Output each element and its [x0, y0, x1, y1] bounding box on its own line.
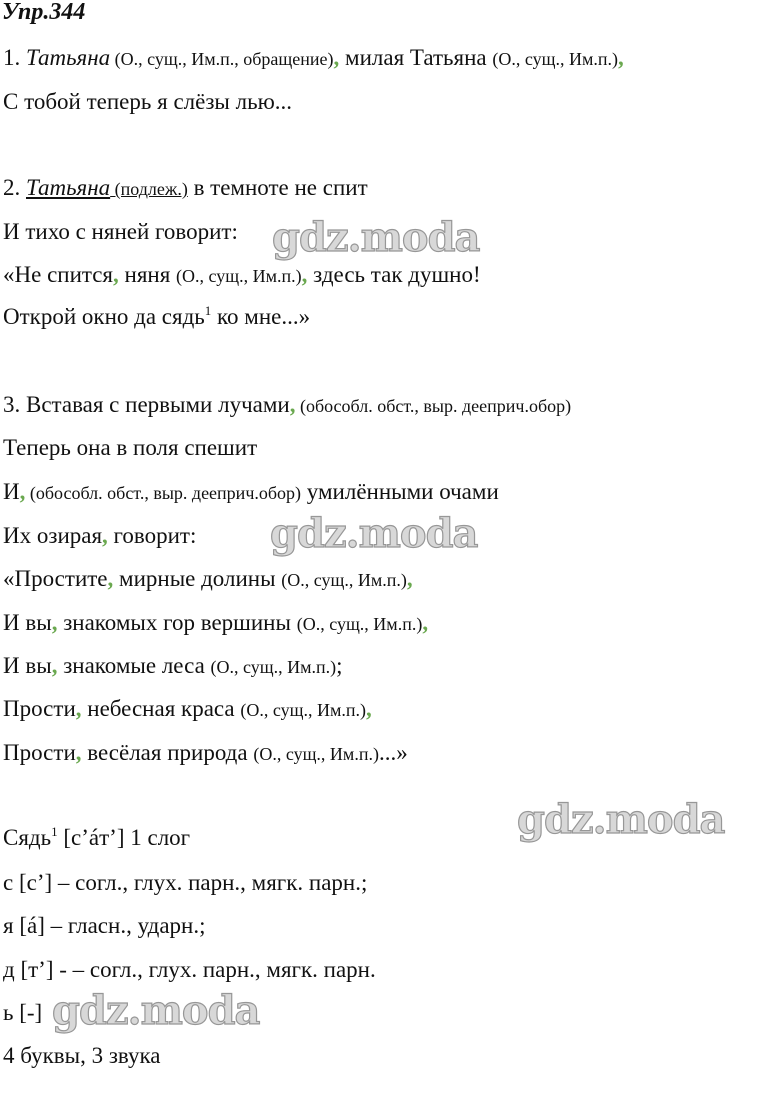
footnote-marker: 1 — [204, 303, 212, 318]
s1-line2: С тобой теперь я слёзы лью... — [3, 89, 293, 114]
comma-mark: , — [113, 262, 119, 287]
s3-line6 — [3, 611, 428, 634]
s3-line2: Теперь она в поля спешит — [3, 435, 258, 460]
comma-mark: , — [365, 696, 372, 721]
watermark: gdz.moda — [52, 987, 260, 1034]
s2-note: (подлеж.) — [110, 179, 188, 199]
s2-l3-a: «Не спится — [3, 262, 114, 287]
comma-mark: , — [406, 566, 413, 591]
semicolon-mark: ; — [336, 653, 343, 678]
s3-l4-rest: говорит: — [107, 523, 197, 548]
s3-l9-note: (О., сущ., Им.п.) — [253, 744, 379, 764]
s3-l7-note: (О., сущ., Им.п.) — [210, 657, 337, 677]
s3-l1-a: 3. Вставая с первыми лучами — [3, 392, 290, 417]
s2-name: Татьяна — [26, 175, 111, 200]
phon-line6: 4 буквы, 3 звука — [3, 1043, 161, 1068]
s2-l3-note: (О., сущ., Им.п.) — [176, 266, 302, 286]
s2-l3-rest: здесь так душно! — [307, 262, 481, 287]
phon-line4: д [т’] - – согл., глух. парн., мягк. парн. — [3, 957, 376, 982]
s1-note2: (О., сущ., Им.п.) — [492, 49, 618, 69]
s3-l1-note: (обособл. обст., выр. дееприч.обор) — [295, 396, 572, 416]
phon-transcription: [с’áт’] 1 слог — [57, 825, 191, 850]
comma-mark: , — [102, 523, 108, 548]
s3-l7-b: знакомые леса — [57, 653, 211, 678]
s3-l8-a: Прости — [3, 696, 76, 721]
footnote-marker: 1 — [51, 824, 58, 839]
comma-mark: , — [107, 566, 114, 591]
s3-l4-a: Их озирая — [3, 523, 103, 548]
phon-word: Сядь — [3, 825, 52, 850]
comma-mark: , — [75, 696, 82, 721]
s2-rest: в темноте не спит — [187, 175, 368, 200]
s3-l6-note: (О., сущ., Им.п.) — [296, 614, 423, 634]
s3-l6-a: И вы — [3, 610, 52, 635]
s2-line4 — [3, 305, 310, 328]
s3-l9-b: весёлая природа — [81, 740, 254, 765]
comma-mark: , — [51, 653, 58, 678]
comma-mark: , — [301, 262, 308, 287]
comma-mark: , — [289, 392, 296, 417]
s3-l8-note: (О., сущ., Им.п.) — [240, 700, 366, 720]
s1-note1: (О., сущ., Им.п., обращение) — [110, 49, 334, 69]
s1-num: 1. — [3, 45, 26, 70]
s2-l3-b: няня — [118, 262, 177, 287]
s3-line1 — [3, 393, 571, 416]
phon-line3: я [á] – гласн., ударн.; — [3, 913, 206, 938]
comma-mark: , — [422, 610, 429, 635]
s3-l9-a: Прости — [3, 740, 76, 765]
s1-name: Татьяна — [26, 45, 111, 70]
s3-line8 — [3, 697, 372, 720]
s3-l5-a: «Простите — [3, 566, 108, 591]
s2-line3 — [3, 263, 481, 286]
s3-line4 — [3, 524, 196, 547]
s3-line9 — [3, 741, 408, 764]
s2-line2: И тихо с няней говорит: — [3, 219, 238, 244]
watermark: gdz.moda — [272, 214, 480, 261]
phon-line2: с [с’] – согл., глух. парн., мягк. парн.; — [3, 870, 368, 895]
s3-line5 — [3, 567, 413, 590]
s3-line7 — [3, 654, 343, 677]
s3-l3-rest: умилёнными очами — [301, 479, 499, 504]
s3-l7-a: И вы — [3, 653, 52, 678]
s1-line1 — [3, 46, 624, 69]
watermark: gdz.moda — [517, 796, 725, 843]
s3-line3 — [3, 480, 499, 503]
s3-l9-rest: ...» — [378, 740, 408, 765]
exercise-title: Упр.344 — [2, 0, 86, 25]
s3-l8-b: небесная краса — [81, 696, 241, 721]
comma-mark: , — [19, 479, 26, 504]
watermark: gdz.moda — [270, 510, 478, 557]
s3-l5-note: (О., сущ., Им.п.) — [281, 570, 407, 590]
s1-mid: милая Татьяна — [339, 45, 493, 70]
s2-line1 — [3, 176, 368, 199]
s3-l6-b: знакомых гор вершины — [57, 610, 297, 635]
s2-num: 2. — [3, 175, 26, 200]
comma-mark: , — [333, 45, 340, 70]
phon-line1 — [3, 826, 190, 849]
phon-line5: ь [-] — [3, 1000, 43, 1025]
s2-l4-a: Открой окно да сядь — [3, 304, 205, 329]
comma-mark: , — [51, 610, 58, 635]
comma-mark: , — [618, 45, 624, 70]
s3-l3-note: (обособл. обст., выр. дееприч.обор) — [25, 483, 302, 503]
comma-mark: , — [75, 740, 82, 765]
s2-l4-rest: ко мне...» — [211, 304, 311, 329]
s3-l3-a: И — [3, 479, 20, 504]
s3-l5-b: мирные долины — [113, 566, 282, 591]
